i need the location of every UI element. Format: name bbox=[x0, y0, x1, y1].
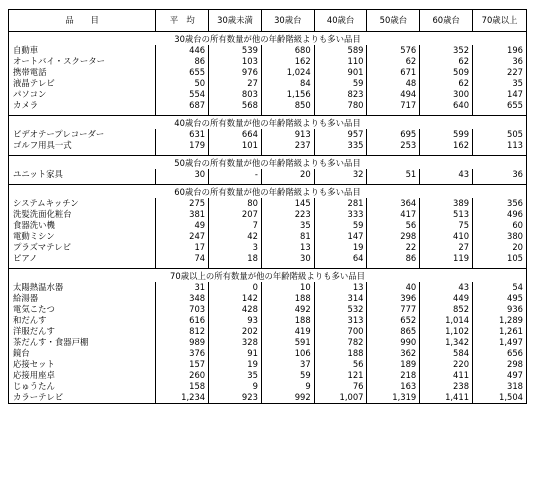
section-title-row bbox=[9, 32, 527, 46]
cell-30s: 1,024 bbox=[261, 67, 314, 78]
cell-item-name: ピアノ bbox=[9, 253, 156, 264]
cell-average: 247 bbox=[156, 231, 209, 242]
cell-70plus: 227 bbox=[473, 67, 527, 78]
cell-30s: 223 bbox=[261, 209, 314, 220]
cell-under30: 328 bbox=[209, 337, 262, 348]
cell-item-name: 太陽熱温水器 bbox=[9, 282, 156, 293]
cell-70plus: 496 bbox=[473, 209, 527, 220]
cell-30s: 591 bbox=[261, 337, 314, 348]
cell-item-name: 電動ミシン bbox=[9, 231, 156, 242]
cell-60s: 1,014 bbox=[420, 315, 473, 326]
cell-50s: 396 bbox=[367, 293, 420, 304]
cell-70plus: 1,497 bbox=[473, 337, 527, 348]
cell-under30: 923 bbox=[209, 392, 262, 404]
cell-60s: 119 bbox=[420, 253, 473, 264]
cell-average: 554 bbox=[156, 89, 209, 100]
cell-average: 376 bbox=[156, 348, 209, 359]
cell-under30: 664 bbox=[209, 129, 262, 140]
cell-40s: 589 bbox=[314, 45, 367, 56]
cell-30s: 492 bbox=[261, 304, 314, 315]
cell-under30: 27 bbox=[209, 78, 262, 89]
cell-item-name: 給湯器 bbox=[9, 293, 156, 304]
cell-average: 655 bbox=[156, 67, 209, 78]
cell-70plus: 147 bbox=[473, 89, 527, 100]
table-body bbox=[9, 32, 527, 404]
cell-under30: 42 bbox=[209, 231, 262, 242]
cell-50s: 777 bbox=[367, 304, 420, 315]
cell-70plus: 655 bbox=[473, 100, 527, 111]
cell-40s: 780 bbox=[314, 100, 367, 111]
cell-average: 50 bbox=[156, 78, 209, 89]
cell-70plus: 936 bbox=[473, 304, 527, 315]
cell-item-name: 自動車 bbox=[9, 45, 156, 56]
cell-70plus: 36 bbox=[473, 169, 527, 180]
cell-70plus: 505 bbox=[473, 129, 527, 140]
cell-70plus: 105 bbox=[473, 253, 527, 264]
cell-40s: 700 bbox=[314, 326, 367, 337]
cell-50s: 40 bbox=[367, 282, 420, 293]
cell-50s: 86 bbox=[367, 253, 420, 264]
cell-60s: 599 bbox=[420, 129, 473, 140]
cell-item-name: プラズマテレビ bbox=[9, 242, 156, 253]
table-row bbox=[9, 304, 527, 315]
section-title-row bbox=[9, 185, 527, 199]
cell-50s: 576 bbox=[367, 45, 420, 56]
cell-40s: 110 bbox=[314, 56, 367, 67]
cell-40s: 532 bbox=[314, 304, 367, 315]
cell-average: 179 bbox=[156, 140, 209, 151]
cell-under30: 35 bbox=[209, 370, 262, 381]
cell-item-name: 応接セット bbox=[9, 359, 156, 370]
table-row bbox=[9, 231, 527, 242]
cell-under30: 9 bbox=[209, 381, 262, 392]
cell-60s: 62 bbox=[420, 78, 473, 89]
cell-70plus: 60 bbox=[473, 220, 527, 231]
cell-70plus: 318 bbox=[473, 381, 527, 392]
cell-70plus: 298 bbox=[473, 359, 527, 370]
table-row bbox=[9, 56, 527, 67]
cell-30s: 13 bbox=[261, 242, 314, 253]
cell-item-name: 食器洗い機 bbox=[9, 220, 156, 231]
table-row bbox=[9, 348, 527, 359]
cell-under30: 19 bbox=[209, 359, 262, 370]
cell-70plus: 54 bbox=[473, 282, 527, 293]
cell-30s: 59 bbox=[261, 370, 314, 381]
cell-item-name: パソコン bbox=[9, 89, 156, 100]
cell-50s: 298 bbox=[367, 231, 420, 242]
table-row bbox=[9, 253, 527, 264]
cell-50s: 218 bbox=[367, 370, 420, 381]
header-cell-50s: 50歳台 bbox=[367, 10, 420, 32]
cell-item-name: 鏡台 bbox=[9, 348, 156, 359]
section-title-row bbox=[9, 269, 527, 283]
cell-70plus: 36 bbox=[473, 56, 527, 67]
cell-average: 687 bbox=[156, 100, 209, 111]
cell-50s: 865 bbox=[367, 326, 420, 337]
cell-item-name: 電気こたつ bbox=[9, 304, 156, 315]
cell-50s: 163 bbox=[367, 381, 420, 392]
table-row bbox=[9, 209, 527, 220]
cell-50s: 51 bbox=[367, 169, 420, 180]
section-title-row bbox=[9, 116, 527, 130]
cell-70plus: 497 bbox=[473, 370, 527, 381]
cell-average: 381 bbox=[156, 209, 209, 220]
cell-60s: 300 bbox=[420, 89, 473, 100]
table-row bbox=[9, 100, 527, 111]
table-row bbox=[9, 169, 527, 180]
cell-30s: 10 bbox=[261, 282, 314, 293]
cell-70plus: 196 bbox=[473, 45, 527, 56]
cell-item-name: カメラ bbox=[9, 100, 156, 111]
table-row bbox=[9, 315, 527, 326]
cell-40s: 19 bbox=[314, 242, 367, 253]
cell-60s: 27 bbox=[420, 242, 473, 253]
table-row bbox=[9, 67, 527, 78]
cell-40s: 56 bbox=[314, 359, 367, 370]
cell-30s: 237 bbox=[261, 140, 314, 151]
cell-under30: 80 bbox=[209, 198, 262, 209]
cell-50s: 364 bbox=[367, 198, 420, 209]
cell-under30: 101 bbox=[209, 140, 262, 151]
header-cell-under30: 30歳未満 bbox=[209, 10, 262, 32]
cell-60s: 513 bbox=[420, 209, 473, 220]
table-row bbox=[9, 140, 527, 151]
cell-30s: 188 bbox=[261, 293, 314, 304]
cell-60s: 410 bbox=[420, 231, 473, 242]
cell-item-name: 洋服だんす bbox=[9, 326, 156, 337]
table-row bbox=[9, 220, 527, 231]
cell-60s: 584 bbox=[420, 348, 473, 359]
cell-30s: 81 bbox=[261, 231, 314, 242]
cell-30s: 419 bbox=[261, 326, 314, 337]
cell-40s: 64 bbox=[314, 253, 367, 264]
cell-60s: 43 bbox=[420, 169, 473, 180]
cell-70plus: 356 bbox=[473, 198, 527, 209]
cell-40s: 188 bbox=[314, 348, 367, 359]
section-title: 40歳台の所有数量が他の年齢階級よりも多い品目 bbox=[9, 116, 527, 130]
cell-30s: 84 bbox=[261, 78, 314, 89]
cell-60s: 1,411 bbox=[420, 392, 473, 404]
cell-60s: 640 bbox=[420, 100, 473, 111]
header-cell-30s: 30歳台 bbox=[261, 10, 314, 32]
cell-under30: 539 bbox=[209, 45, 262, 56]
cell-under30: 142 bbox=[209, 293, 262, 304]
cell-30s: 1,156 bbox=[261, 89, 314, 100]
cell-70plus: 20 bbox=[473, 242, 527, 253]
table-row bbox=[9, 78, 527, 89]
cell-40s: 901 bbox=[314, 67, 367, 78]
cell-under30: 568 bbox=[209, 100, 262, 111]
cell-item-name: カラーテレビ bbox=[9, 392, 156, 404]
table-row bbox=[9, 359, 527, 370]
cell-70plus: 35 bbox=[473, 78, 527, 89]
cell-under30: 207 bbox=[209, 209, 262, 220]
cell-under30: 0 bbox=[209, 282, 262, 293]
cell-40s: 121 bbox=[314, 370, 367, 381]
table-row bbox=[9, 337, 527, 348]
cell-under30: 7 bbox=[209, 220, 262, 231]
cell-40s: 59 bbox=[314, 220, 367, 231]
cell-average: 1,234 bbox=[156, 392, 209, 404]
cell-70plus: 1,289 bbox=[473, 315, 527, 326]
header-cell-60s: 60歳台 bbox=[420, 10, 473, 32]
cell-under30: 91 bbox=[209, 348, 262, 359]
cell-30s: 162 bbox=[261, 56, 314, 67]
cell-60s: 389 bbox=[420, 198, 473, 209]
cell-50s: 189 bbox=[367, 359, 420, 370]
cell-40s: 313 bbox=[314, 315, 367, 326]
table-row bbox=[9, 282, 527, 293]
cell-item-name: ユニット家具 bbox=[9, 169, 156, 180]
cell-40s: 333 bbox=[314, 209, 367, 220]
cell-50s: 22 bbox=[367, 242, 420, 253]
cell-item-name: ゴルフ用具一式 bbox=[9, 140, 156, 151]
cell-average: 616 bbox=[156, 315, 209, 326]
cell-under30: 18 bbox=[209, 253, 262, 264]
cell-30s: 30 bbox=[261, 253, 314, 264]
cell-item-name: 茶だんす・食器戸棚 bbox=[9, 337, 156, 348]
header-cell-70plus: 70歳以上 bbox=[473, 10, 527, 32]
cell-60s: 1,342 bbox=[420, 337, 473, 348]
cell-average: 812 bbox=[156, 326, 209, 337]
cell-50s: 652 bbox=[367, 315, 420, 326]
cell-40s: 76 bbox=[314, 381, 367, 392]
cell-average: 157 bbox=[156, 359, 209, 370]
cell-50s: 990 bbox=[367, 337, 420, 348]
cell-30s: 913 bbox=[261, 129, 314, 140]
cell-30s: 20 bbox=[261, 169, 314, 180]
table-row bbox=[9, 381, 527, 392]
cell-40s: 314 bbox=[314, 293, 367, 304]
cell-40s: 1,007 bbox=[314, 392, 367, 404]
cell-50s: 417 bbox=[367, 209, 420, 220]
cell-30s: 35 bbox=[261, 220, 314, 231]
table-row bbox=[9, 392, 527, 404]
cell-item-name: じゅうたん bbox=[9, 381, 156, 392]
cell-60s: 162 bbox=[420, 140, 473, 151]
cell-average: 703 bbox=[156, 304, 209, 315]
cell-under30: 103 bbox=[209, 56, 262, 67]
cell-average: 631 bbox=[156, 129, 209, 140]
header-cell-item: 品 目 bbox=[9, 10, 156, 32]
cell-50s: 1,319 bbox=[367, 392, 420, 404]
cell-70plus: 495 bbox=[473, 293, 527, 304]
cell-60s: 852 bbox=[420, 304, 473, 315]
cell-30s: 992 bbox=[261, 392, 314, 404]
cell-item-name: オートバイ・スクーター bbox=[9, 56, 156, 67]
cell-50s: 695 bbox=[367, 129, 420, 140]
cell-30s: 37 bbox=[261, 359, 314, 370]
header-row bbox=[9, 10, 527, 32]
cell-under30: - bbox=[209, 169, 262, 180]
table-row bbox=[9, 45, 527, 56]
cell-under30: 202 bbox=[209, 326, 262, 337]
cell-average: 158 bbox=[156, 381, 209, 392]
cell-50s: 494 bbox=[367, 89, 420, 100]
section-title-row bbox=[9, 156, 527, 170]
cell-under30: 93 bbox=[209, 315, 262, 326]
table-row bbox=[9, 242, 527, 253]
cell-40s: 32 bbox=[314, 169, 367, 180]
cell-70plus: 380 bbox=[473, 231, 527, 242]
cell-40s: 782 bbox=[314, 337, 367, 348]
cell-50s: 56 bbox=[367, 220, 420, 231]
cell-average: 86 bbox=[156, 56, 209, 67]
table-row bbox=[9, 198, 527, 209]
section-title: 70歳以上の所有数量が他の年齢階級よりも多い品目 bbox=[9, 269, 527, 283]
cell-item-name: 液晶テレビ bbox=[9, 78, 156, 89]
cell-40s: 823 bbox=[314, 89, 367, 100]
cell-50s: 671 bbox=[367, 67, 420, 78]
cell-item-name: 洗髪洗面化粧台 bbox=[9, 209, 156, 220]
cell-60s: 411 bbox=[420, 370, 473, 381]
table-row bbox=[9, 89, 527, 100]
cell-50s: 253 bbox=[367, 140, 420, 151]
cell-60s: 449 bbox=[420, 293, 473, 304]
header-cell-40s: 40歳台 bbox=[314, 10, 367, 32]
cell-under30: 428 bbox=[209, 304, 262, 315]
cell-item-name: ビデオテープレコーダー bbox=[9, 129, 156, 140]
cell-average: 989 bbox=[156, 337, 209, 348]
cell-40s: 147 bbox=[314, 231, 367, 242]
cell-60s: 1,102 bbox=[420, 326, 473, 337]
cell-60s: 75 bbox=[420, 220, 473, 231]
table-row bbox=[9, 370, 527, 381]
cell-60s: 238 bbox=[420, 381, 473, 392]
cell-70plus: 113 bbox=[473, 140, 527, 151]
cell-average: 348 bbox=[156, 293, 209, 304]
cell-item-name: 和だんす bbox=[9, 315, 156, 326]
cell-60s: 352 bbox=[420, 45, 473, 56]
section-title: 60歳台の所有数量が他の年齢階級よりも多い品目 bbox=[9, 185, 527, 199]
cell-40s: 335 bbox=[314, 140, 367, 151]
cell-under30: 3 bbox=[209, 242, 262, 253]
cell-60s: 43 bbox=[420, 282, 473, 293]
cell-average: 17 bbox=[156, 242, 209, 253]
cell-60s: 220 bbox=[420, 359, 473, 370]
cell-40s: 59 bbox=[314, 78, 367, 89]
cell-average: 49 bbox=[156, 220, 209, 231]
cell-70plus: 656 bbox=[473, 348, 527, 359]
cell-30s: 145 bbox=[261, 198, 314, 209]
table-row bbox=[9, 326, 527, 337]
section-title: 30歳台の所有数量が他の年齢階級よりも多い品目 bbox=[9, 32, 527, 46]
section-title: 50歳台の所有数量が他の年齢階級よりも多い品目 bbox=[9, 156, 527, 170]
cell-average: 446 bbox=[156, 45, 209, 56]
cell-average: 275 bbox=[156, 198, 209, 209]
table-row bbox=[9, 129, 527, 140]
cell-item-name: 携帯電話 bbox=[9, 67, 156, 78]
cell-50s: 717 bbox=[367, 100, 420, 111]
cell-average: 260 bbox=[156, 370, 209, 381]
cell-average: 30 bbox=[156, 169, 209, 180]
cell-40s: 13 bbox=[314, 282, 367, 293]
cell-50s: 62 bbox=[367, 56, 420, 67]
header-cell-average: 平 均 bbox=[156, 10, 209, 32]
cell-under30: 976 bbox=[209, 67, 262, 78]
cell-average: 31 bbox=[156, 282, 209, 293]
cell-item-name: 応接用座卓 bbox=[9, 370, 156, 381]
cell-40s: 281 bbox=[314, 198, 367, 209]
cell-item-name: システムキッチン bbox=[9, 198, 156, 209]
cell-70plus: 1,261 bbox=[473, 326, 527, 337]
cell-50s: 362 bbox=[367, 348, 420, 359]
cell-40s: 957 bbox=[314, 129, 367, 140]
cell-30s: 188 bbox=[261, 315, 314, 326]
cell-30s: 9 bbox=[261, 381, 314, 392]
cell-under30: 803 bbox=[209, 89, 262, 100]
cell-30s: 850 bbox=[261, 100, 314, 111]
cell-60s: 62 bbox=[420, 56, 473, 67]
cell-30s: 680 bbox=[261, 45, 314, 56]
cell-average: 74 bbox=[156, 253, 209, 264]
cell-70plus: 1,504 bbox=[473, 392, 527, 404]
cell-60s: 509 bbox=[420, 67, 473, 78]
cell-30s: 106 bbox=[261, 348, 314, 359]
cell-50s: 48 bbox=[367, 78, 420, 89]
table-row bbox=[9, 293, 527, 304]
ownership-table bbox=[8, 9, 527, 404]
